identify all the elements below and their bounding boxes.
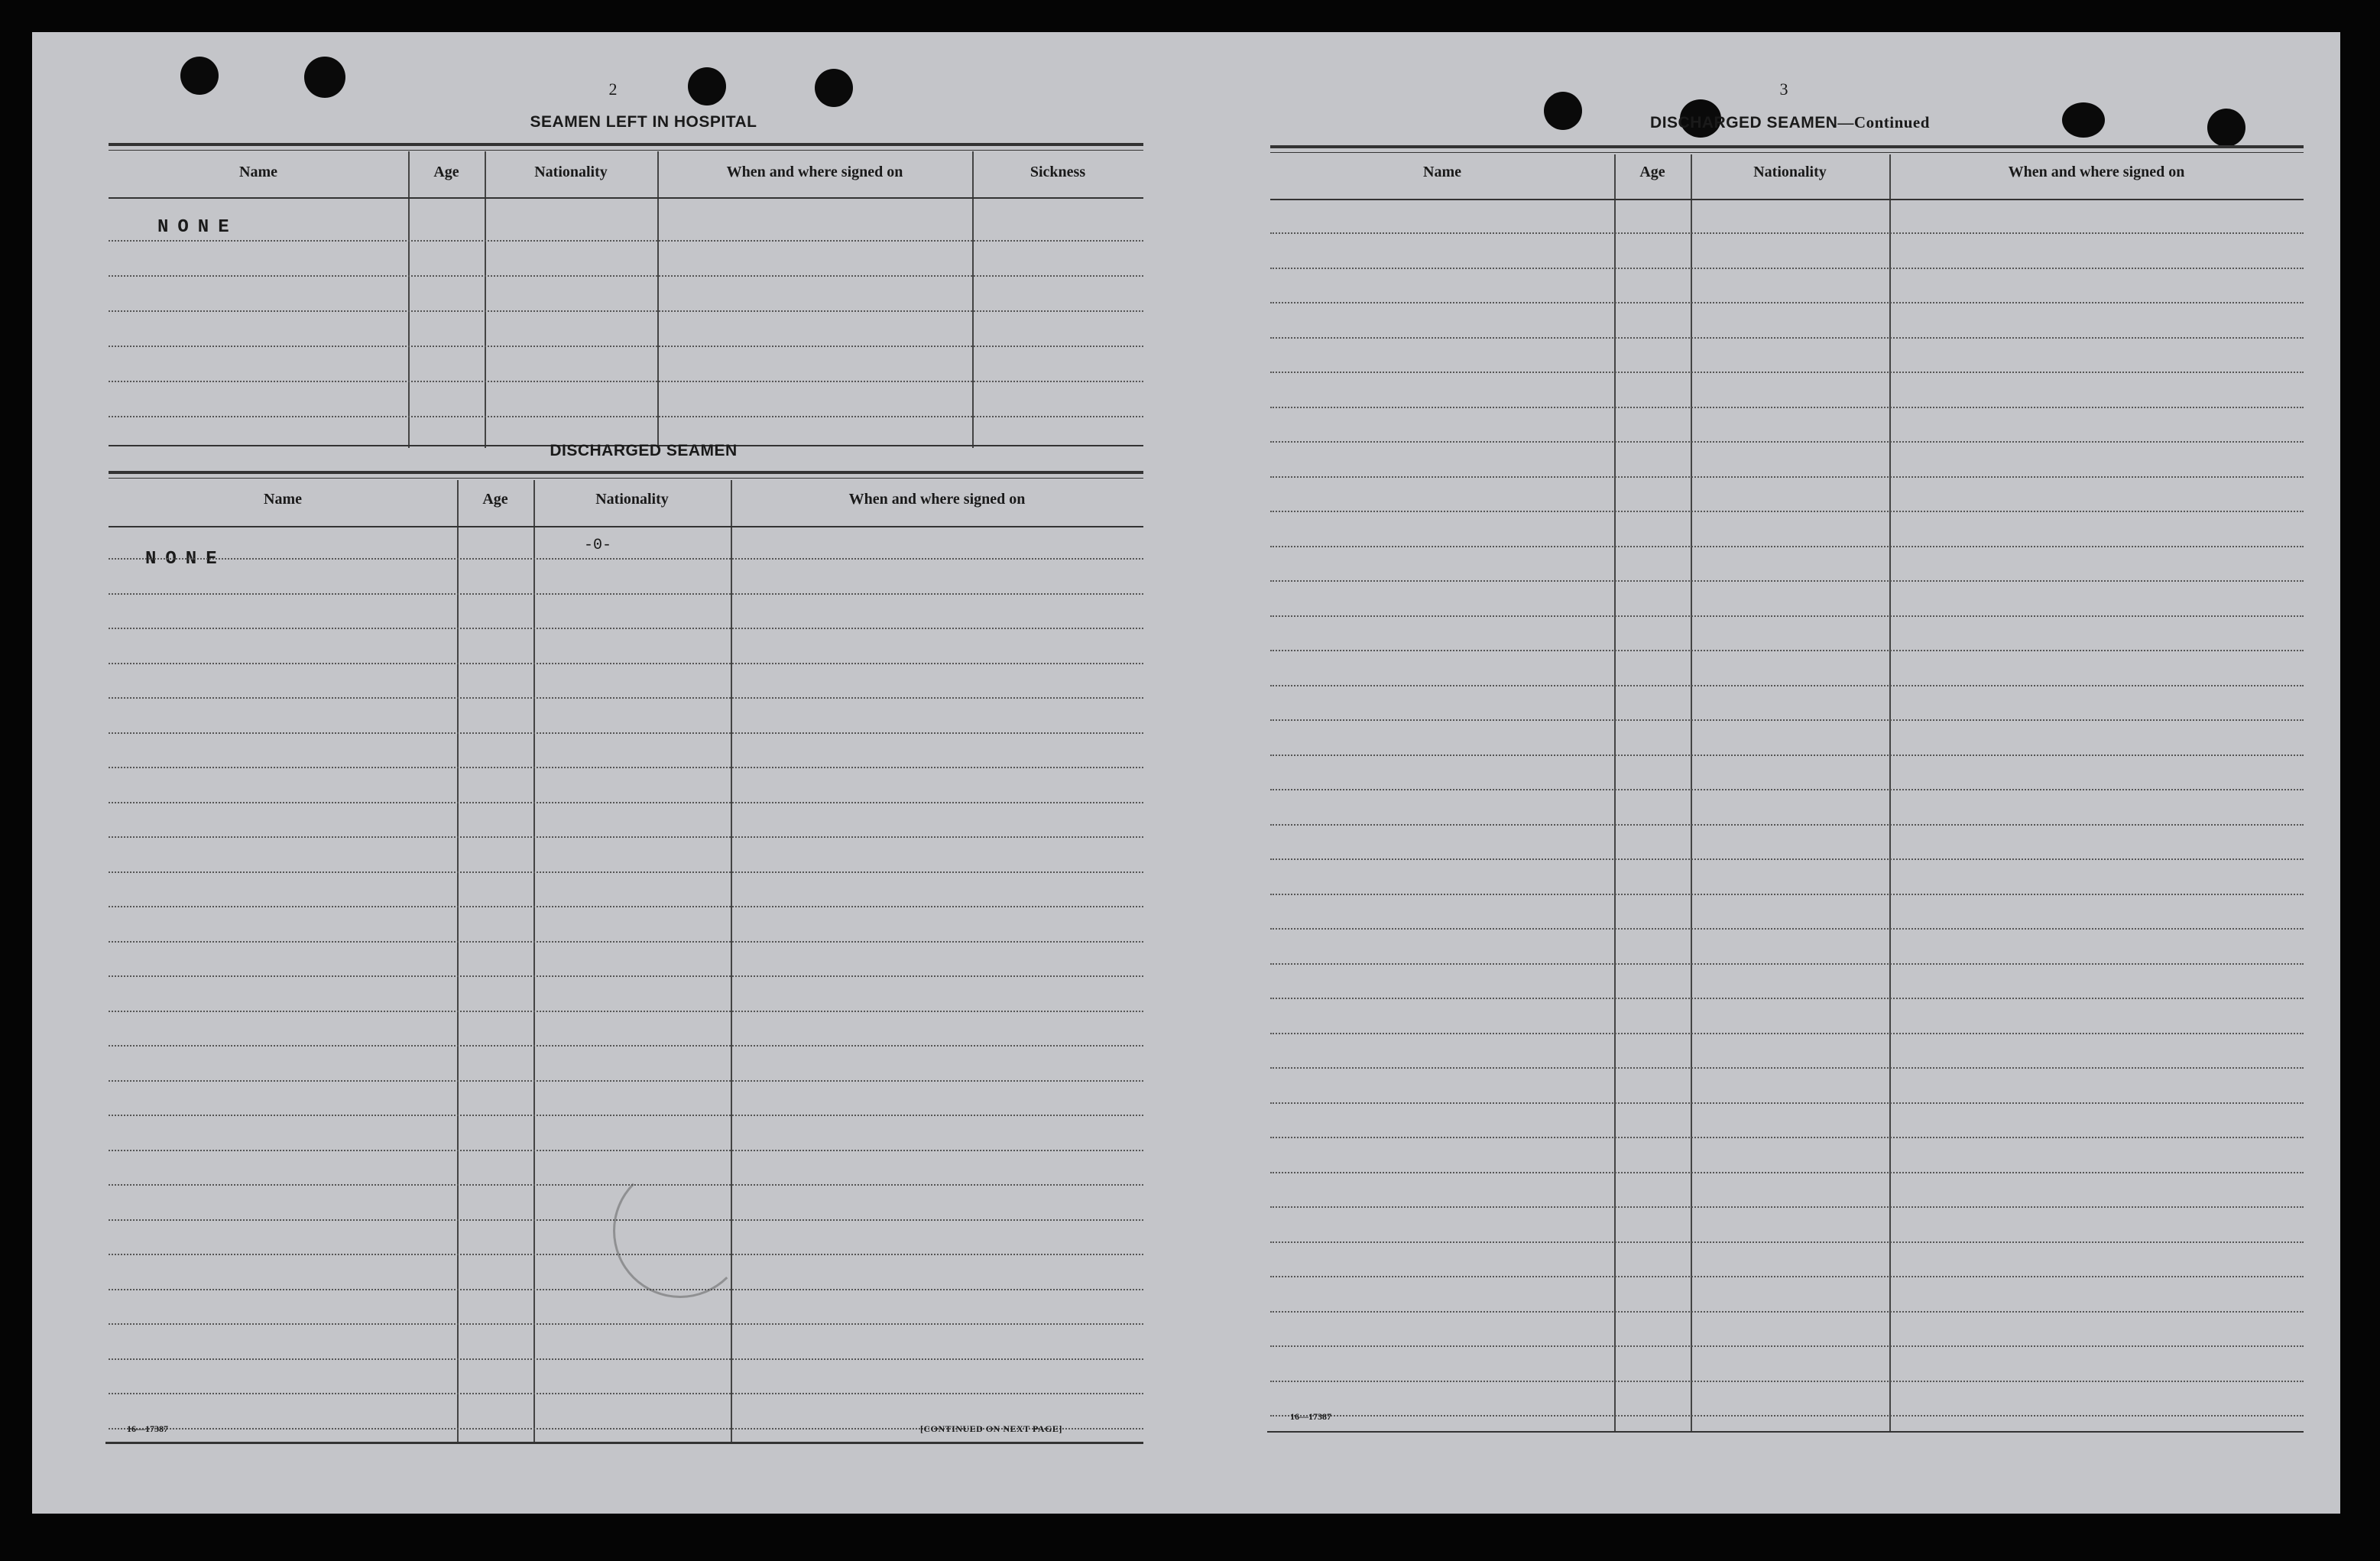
discharged-col-name: Name [264,491,302,508]
ruled-line [109,697,1143,699]
left-page-number: 2 [608,80,618,99]
right-page-number: 3 [1779,80,1788,99]
ruled-line [109,871,1143,873]
ruled-line [1270,789,2304,790]
right-col-name: Name [1423,164,1461,180]
punch-hole [180,57,219,95]
discharged-col-signed-on: When and where signed on [848,491,1026,508]
discharged-col-age: Age [482,491,508,508]
ruled-line [109,802,1143,803]
ruled-line [109,1323,1143,1325]
ruled-line [109,1358,1143,1360]
punch-hole [304,57,345,98]
ruled-line [109,1393,1143,1394]
ruled-line [109,767,1143,768]
document-sheet [32,32,2340,1514]
ruled-line [109,1045,1143,1047]
ruled-line [1270,1067,2304,1069]
punch-hole [2207,109,2245,147]
hospital-col-nationality: Nationality [534,164,608,180]
ruled-line [1270,1241,2304,1243]
ruled-line [1270,894,2304,895]
right-form-number: 16—17387 [1290,1411,1331,1422]
ruled-line [1270,580,2304,582]
ruled-line [1270,302,2304,303]
discharged-top-rule [109,471,1143,474]
discharged-section-title: DISCHARGED SEAMEN [550,442,738,459]
ruled-line [109,975,1143,977]
ruled-line [1270,441,2304,443]
ruled-line [109,628,1143,629]
hospital-col-age: Age [433,164,459,180]
ruled-line [1270,1102,2304,1104]
ruled-line [1270,1276,2304,1277]
ruled-line [109,1289,1143,1290]
ruled-line [109,558,1143,560]
right-top-rule [1270,145,2304,148]
hospital-top-rule [109,143,1143,146]
right-col-signed-on: When and where signed on [2008,164,2185,180]
right-section-title [1576,113,2004,132]
ruled-line [1270,719,2304,721]
hospital-col-sickness: Sickness [1029,164,1086,180]
punch-hole [2062,102,2105,138]
ruled-line [1270,546,2304,547]
ruled-line [1270,476,2304,478]
ruled-line [109,663,1143,664]
ruled-line [1270,998,2304,999]
ruled-line [109,732,1143,734]
ruled-line [109,836,1143,838]
punch-hole [815,69,853,107]
hospital-col-signed-on: When and where signed on [726,164,903,180]
ruled-line [1270,407,2304,408]
ruled-line [1270,685,2304,686]
hospital-section-title: SEAMEN LEFT IN HOSPITAL [530,113,757,131]
continued-note: [CONTINUED ON NEXT PAGE] [920,1423,1062,1434]
ruled-line [109,1150,1143,1151]
ruled-line [109,941,1143,943]
right-title-main: DISCHARGED SEAMEN [1650,114,1838,131]
discharged-nationality-dash: -0- [584,537,612,554]
ruled-line [109,1115,1143,1116]
ruled-line [109,1184,1143,1186]
ruled-line [1270,963,2304,965]
right-col-age: Age [1639,164,1665,180]
ruled-line [1270,372,2304,373]
ruled-line [1270,755,2304,756]
ruled-line [1270,1311,2304,1313]
ruled-line [1270,1345,2304,1347]
ruled-line [1270,1172,2304,1173]
hospital-entry: NONE [157,217,238,238]
right-title-suffix: —Continued [1837,113,1930,131]
ruled-line [1270,232,2304,234]
ruled-line [1270,511,2304,512]
discharged-entry: NONE [145,549,226,570]
ruled-line [1270,1415,2304,1417]
ruled-line [109,1080,1143,1082]
ruled-line [109,593,1143,595]
hospital-col-name: Name [239,164,277,180]
right-col-nationality: Nationality [1753,164,1827,180]
ruled-line [1270,337,2304,339]
ruled-line [1270,824,2304,826]
ruled-line [1270,268,2304,269]
ruled-line [1270,1381,2304,1382]
left-form-number: 16—17387 [127,1423,168,1434]
discharged-col-nationality: Nationality [595,491,669,508]
ruled-line [1270,650,2304,651]
ruled-line [109,1011,1143,1012]
ruled-line [1270,1137,2304,1138]
ruled-line [1270,1033,2304,1034]
punch-hole [688,67,726,105]
ruled-line [1270,928,2304,930]
ruled-line [109,906,1143,907]
ruled-line [1270,1206,2304,1208]
faded-stamp [613,1163,747,1298]
ruled-line [1270,615,2304,617]
ruled-line [1270,858,2304,860]
